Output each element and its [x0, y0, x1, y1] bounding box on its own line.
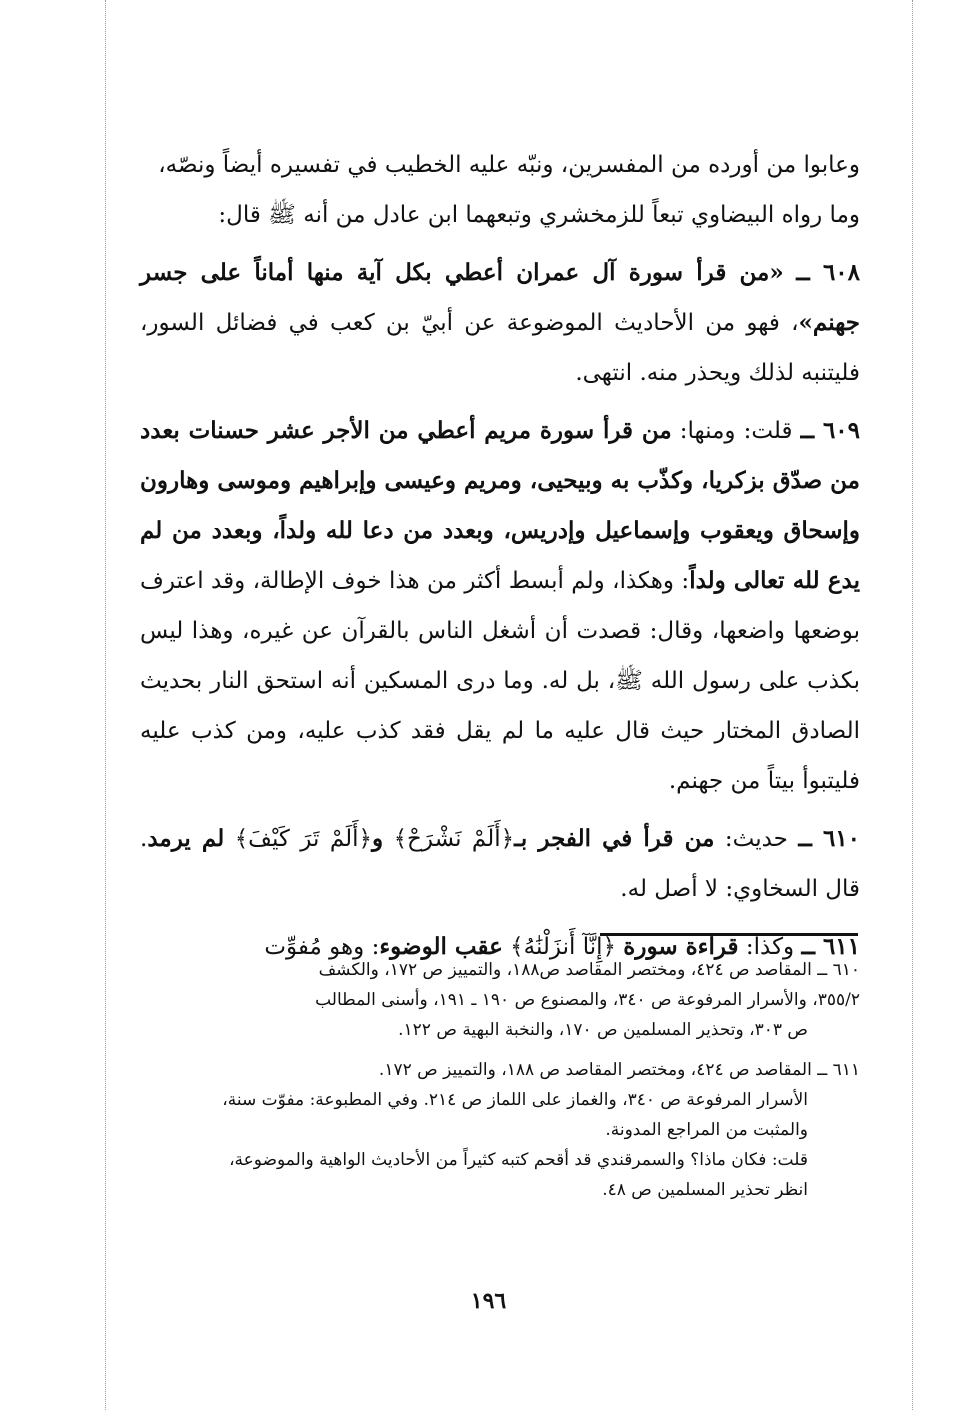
footnote-line: قلت: فكان ماذا؟ والسمرقندي قد أقحم كتبه كثيراً من الأحاديث الواهية والموضوعة، — [229, 1150, 808, 1170]
entry-commentary: : وهكذا، ولم أبسط أكثر من هذا خوف الإطالة، وقد اعترف بوضعها واضعها، وقال: قصدت أن أشغل الناس بالقرآن عن غيره، وهذا ليس بكذب على رسول الله ﷺ، بل له. وما درى المسكين أنه استحق النار بحديث الصادق المختار حيث قال عليه ما لم يقل فقد كذب عليه، ومن كذب عليه فليتبوأ بيتاً من جهنم. — [140, 568, 860, 794]
footnote-line: انظر تحذير المسلمين ص ٤٨. — [602, 1180, 808, 1200]
intro-line: وعابوا من أورده من المفسرين، ونبّه عليه الخطيب في تفسيره أيضاً ونصّه، — [158, 152, 860, 178]
entry-prefix: وكذا: — [745, 934, 795, 960]
footnote-line: ص ٣٠٣، وتحذير المسلمين ص ١٧٠، والنخبة البهية ص ١٢٢. — [398, 1020, 808, 1040]
hadith-text: من قرأ سورة مريم أعطي من الأجر عشر حسنات بعدد من صدّق بزكريا، وكذّب به وبيحيى، ومريم وعيسى وإبراهيم وموسى وهارون وإسحاق ويعقوب وإسماعيل وإدريس، وبعدد من دعا لله ولداً، وبعدد من لم يدع لله تعالى ولداً — [140, 417, 860, 594]
entry-609 — [140, 406, 860, 806]
footnote-610 — [140, 955, 860, 1045]
entry-commentary: . قال السخاوي: لا أصل له. — [140, 826, 860, 902]
hadith-text: من قرأ في الفجر بـ — [514, 825, 715, 852]
entry-number: ٦٠٨ ــ — [796, 259, 860, 286]
footnote-line: الأسرار المرفوعة ص ٣٤٠، والغماز على اللماز ص ٢١٤. وفي المطبوعة: مفوّت سنة، — [222, 1090, 808, 1110]
hadith-text: لم يرمد — [147, 825, 225, 852]
footnote-separator — [600, 933, 858, 936]
hadith-text: «من قرأ سورة آل عمران أعطي بكل آية منها أماناً على جسر جهنم» — [140, 259, 860, 336]
footnote-line: ٣٥٥/٢، والأسرار المرفوعة ص ٣٤٠، والمصنوع ص ١٩٠ ـ ١٩١، وأسنى المطالب — [315, 990, 860, 1010]
intro-line: وما رواه البيضاوي تبعاً للزمخشري وتبعهما ابن عادل من أنه ﷺ قال: — [218, 202, 860, 228]
quran-quote: ﴿أَلَمْ تَرَ كَيْفَ﴾ — [234, 826, 373, 852]
page-number: ١٩٦ — [470, 1288, 507, 1314]
hadith-text: قراءة سورة — [623, 933, 739, 960]
quran-quote: ﴿أَلَمْ نَشْرَحْ﴾ — [393, 826, 515, 852]
footnote-line: ٦١٠ ــ المقاصد ص ٤٢٤، ومختصر المقاصد ص١٨٨، والتمييز ص ١٧٢، والكشف — [318, 960, 860, 980]
scan-margin-left — [105, 0, 106, 1410]
quran-quote: ﴿إِنَّآ أَنزَلْنَٰهُ﴾ — [510, 934, 616, 960]
footnotes — [140, 955, 860, 1215]
entry-prefix: قلت: ومنها: — [679, 418, 793, 444]
entry-prefix: حديث: — [724, 826, 788, 852]
entry-number: ٦١٠ ــ — [798, 825, 861, 852]
entry-608 — [140, 248, 860, 398]
intro-paragraph — [140, 140, 860, 240]
hadith-text: عقب الوضوء — [379, 933, 503, 960]
entry-610 — [140, 814, 860, 914]
entry-number: ٦١١ ــ — [801, 933, 860, 960]
entry-commentary: : وهو مُفوِّت — [264, 934, 380, 960]
conjunction: و — [372, 825, 384, 852]
entry-commentary: ، فهو من الأحاديث الموضوعة عن أبيّ بن كعب في فضائل السور، فليتنبه لذلك ويحذر منه. انتهى. — [140, 310, 860, 386]
footnote-611 — [140, 1055, 860, 1205]
main-text — [140, 140, 860, 972]
entry-number: ٦٠٩ ــ — [800, 417, 860, 444]
footnote-line: والمثبت من المراجع المدونة. — [605, 1120, 808, 1140]
footnote-line: ٦١١ ــ المقاصد ص ٤٢٤، ومختصر المقاصد ص ١٨٨، والتمييز ص ١٧٢. — [378, 1060, 860, 1080]
scan-margin-right — [912, 0, 913, 1410]
